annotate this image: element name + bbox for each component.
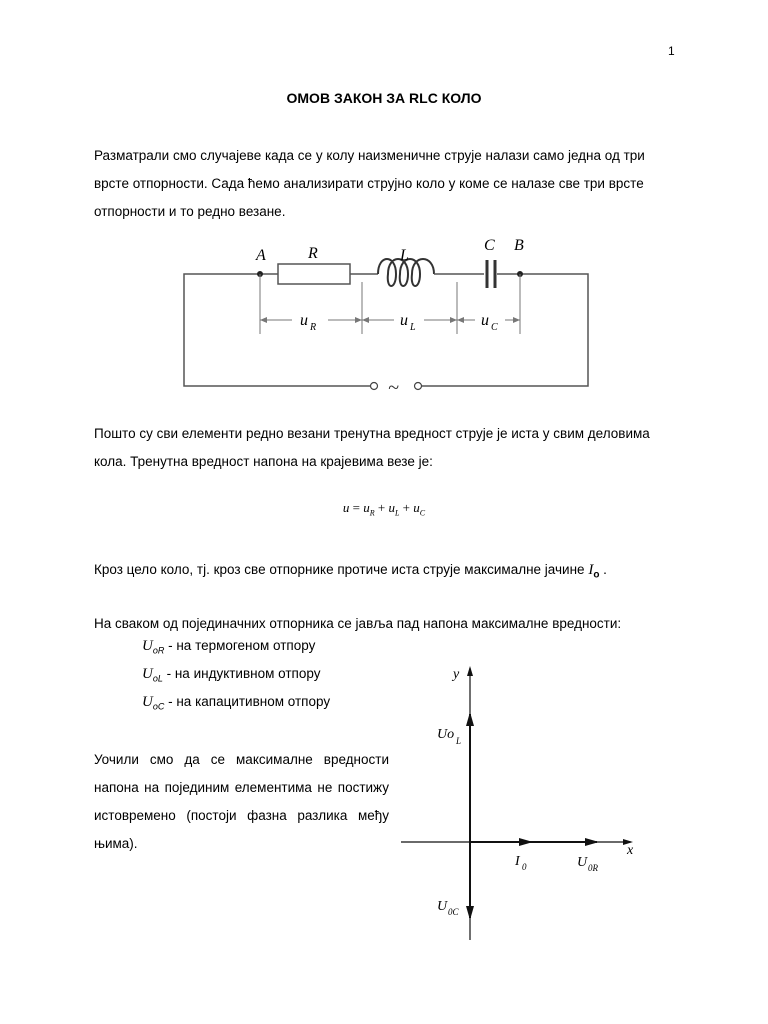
page-number: 1 (668, 44, 675, 58)
label-voltage-l-sub: L (410, 322, 416, 333)
formula-term-3-sub: C (419, 508, 426, 518)
capacitor-symbol (487, 260, 495, 288)
vector-u0c-arrowhead (466, 906, 474, 920)
paragraph-2: Пошто су сви елементи редно везани тренутна вредност струје је иста у свим деловима кола. Тренутна вредност напона на крајевима везе је: (94, 426, 650, 469)
formula-term-1-sub: R (369, 508, 375, 518)
label-u0c: U (437, 899, 448, 914)
label-i0-sub: 0 (522, 862, 527, 872)
source-terminal-left (371, 383, 378, 390)
resistor-symbol (278, 264, 350, 284)
label-uol: Uo (437, 727, 455, 742)
voltage-sub-r: oR (152, 645, 165, 656)
label-voltage-c: u (481, 312, 489, 329)
paragraph-3-end: . (599, 562, 607, 577)
formula-plus-1: + (374, 500, 389, 515)
label-point-b: B (514, 237, 524, 254)
label-resistor: R (308, 245, 318, 262)
formula-term-3: u (413, 500, 420, 515)
formula-plus-2: + (399, 500, 414, 515)
vector-uol-arrowhead (466, 712, 474, 726)
formula-term-1: u (363, 500, 370, 515)
label-u0r-sub: 0R (588, 863, 598, 873)
page-title: ОМОВ ЗАКОН ЗА RLC КОЛО (286, 90, 482, 106)
rlc-circuit-diagram (170, 236, 610, 404)
voltage-text-c: - на капацитивном отпору (164, 694, 331, 709)
voltage-symbol-r: U (142, 638, 153, 654)
voltage-text-l: - на индуктивном отпору (162, 666, 321, 681)
paragraph-5: Уочили смо да се максималне вредности напона на појединим елементима не постижу истовремено (постоји фазна разлика међу њима). (94, 752, 389, 851)
label-u0c-sub: 0C (448, 907, 459, 917)
formula-lhs: u (342, 500, 350, 515)
label-i0: I (515, 854, 520, 869)
formula-equals: = (349, 500, 364, 515)
label-u0r: U (577, 855, 588, 870)
voltage-sum-formula (0, 500, 768, 518)
label-voltage-r-sub: R (310, 322, 317, 333)
voltage-symbol-c: U (142, 694, 153, 710)
voltage-sub-c: oC (152, 701, 165, 712)
voltage-symbol-l: U (142, 666, 153, 682)
formula-term-2-sub: L (394, 508, 400, 518)
current-symbol: I (588, 562, 594, 578)
current-symbol-sub: o (593, 569, 600, 581)
voltage-list-item-l (142, 666, 320, 684)
intro-paragraph: Разматрали смо случајеве када се у колу наизменичне струје налази само једна од три врсте отпорности. Сада ћемо анализирати струјно коло у коме се налазе све три врсте отпорности и то редно везане. (94, 148, 645, 219)
y-axis-label: y (453, 667, 460, 682)
paragraph-3-text: Кроз цело коло, тј. кроз све отпорнике протиче иста струје максималне јачине (94, 562, 589, 577)
label-point-a: A (256, 247, 266, 264)
label-voltage-c-sub: C (491, 322, 498, 333)
vector-u0r-arrowhead (585, 838, 599, 846)
label-inductor: L (400, 247, 409, 264)
x-axis-label: x (627, 843, 634, 858)
ac-source-symbol: ~ (388, 377, 399, 399)
label-capacitor: C (484, 237, 495, 254)
formula-term-2: u (388, 500, 395, 515)
source-terminal-right (415, 383, 422, 390)
voltage-sub-l: oL (152, 673, 163, 684)
phasor-diagram (395, 660, 645, 946)
label-voltage-l: u (400, 312, 408, 329)
paragraph-3 (94, 556, 684, 590)
voltage-list-item-r (142, 638, 315, 656)
label-voltage-r: u (300, 312, 308, 329)
vector-i0-arrowhead (519, 838, 533, 846)
paragraph-4: На сваком од појединачних отпорника се јавља пад напона максималне вредности: (94, 616, 622, 631)
circuit-wire-left (184, 274, 370, 386)
voltage-text-r: - на термогеном отпору (164, 638, 316, 653)
y-axis-arrowhead (467, 666, 473, 676)
voltage-list-item-c (142, 694, 330, 712)
label-uol-sub: L (456, 736, 462, 746)
